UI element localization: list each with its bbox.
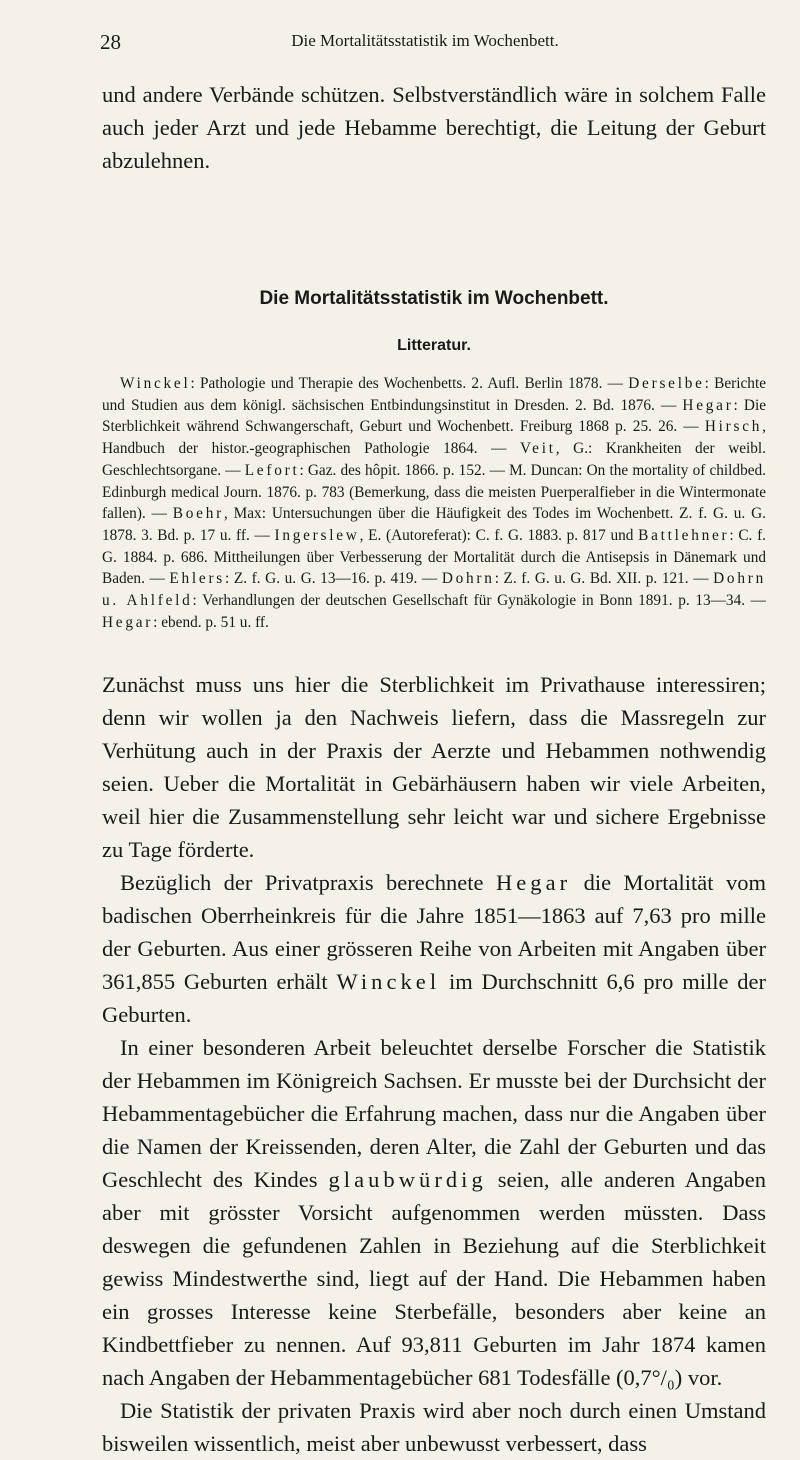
lit-entry: : Verhandlungen der deutschen Gesellschaft für Gynäkologie in Bonn 1891. p. 13—34. — (192, 592, 766, 610)
text-run: die Mortalität vom badischen Oberrheinkreis für die Jahre 1851—1863 auf 7,63 pro mille der Geburten. Aus einer grösseren Reihe von Arbeiten mit Angaben über 361,855 Geburten erhält (102, 870, 766, 994)
text-run: In einer besonderen Arbeit beleuchtet derselbe Forscher die Statistik der Hebammen im Königreich Sachsen. Er musste bei der Durchsicht der Hebammentagebücher die Erfahrung machen, dass nur die Angaben über die Namen der Kreissenden, deren Alter, die Zahl der Geburten und das Geschlecht des Kindes (102, 1035, 766, 1192)
lit-author: Ingerslew (274, 526, 360, 544)
paragraph: Zunächst muss uns hier die Sterblichkeit im Privathause interessiren; denn wir wollen ja den Nachweis liefern, dass die Massregeln zur Verhütung auch in der Praxis der Aerzte und Hebammen nothwendig seien. Ueber die Mortalität in Gebärhäusern haben wir viele Arbeiten, weil hier die Zusammenstellung sehr leicht war und sichere Ergebnisse zu Tage förderte. (102, 672, 766, 862)
lit-author: Ehlers (169, 570, 226, 588)
lit-author: Boehr (172, 505, 224, 523)
opening-paragraph: und andere Verbände schützen. Selbstverständlich wäre in solchem Falle auch jeder Arzt und jede Hebamme berechtigt, die Leitung der Geburt abzulehnen. (102, 82, 766, 173)
paragraph: Die Statistik der privaten Praxis wird aber noch durch einen Umstand bisweilen wissentlich, meist aber unbewusst verbessert, dass (102, 1398, 766, 1456)
paragraph (102, 866, 766, 1031)
text-run: im Durchschnitt 6,6 pro mille der Geburten. (102, 969, 766, 1027)
emphasized-word: glaubwürdig (328, 1167, 487, 1192)
lit-entry: , Max: Untersuchungen über die Häufigkeit des Todes im Wochenbett. Z. f. G. u. G. 1878. 3. Bd. p. 17 u. ff. — (102, 505, 766, 544)
lit-author: Winckel (120, 375, 191, 392)
literature-heading: Litteratur. (397, 337, 471, 354)
page-number: 28 (100, 30, 121, 54)
section-title: Die Mortalitätsstatistik im Wochenbett. (259, 288, 609, 309)
lit-entry: : Z. f. G. u. G. 13—16. p. 419. — (225, 570, 442, 588)
lit-author: Hirsch (704, 418, 763, 436)
literature-list (102, 373, 766, 633)
lit-author: Veit (520, 440, 556, 458)
lit-entry: : Pathologie und Therapie des Wochenbetts. 2. Aufl. Berlin 1878. — (190, 375, 629, 392)
lit-entry: : Z. f. G. u. G. Bd. XII. p. 121. — (494, 570, 714, 588)
paragraph (102, 1031, 766, 1394)
main-text (102, 668, 766, 1460)
lit-entry: : Die Sterblichkeit während Schwangerschaft, Geburt und Wochenbett. Freiburg 1868 p. 25. 26. — (102, 396, 766, 436)
lit-author: Lefort (244, 461, 300, 479)
lit-entry: : C. f. G. 1884. p. 686. Mittheilungen über Verbesserung der Mortalität durch die Antisepsis in Dänemark und Baden. — (102, 526, 767, 588)
author-name: Winckel (336, 969, 441, 994)
lit-author: Battlehner (638, 526, 730, 544)
lit-author: Dohrn (441, 570, 495, 588)
author-name: Hegar (495, 870, 572, 895)
lit-author: Hegar (102, 613, 154, 631)
lit-author: Derselbe (628, 375, 705, 392)
running-title: Die Mortalitätsstatistik im Wochenbett. (291, 31, 559, 50)
lit-entry: : ebend. p. 51 u. ff. (153, 613, 269, 631)
text-run: Bezüglich der Privatpraxis berechnete (120, 870, 496, 895)
lit-entry: , G.: Krankheiten der weibl. Geschlechtsorgane. — (102, 440, 766, 479)
lit-entry: : Berichte und Studien aus dem königl. sächsischen Entbindungsinstitut in Dresden. 2. Bd. 1876. — (102, 375, 766, 414)
lit-author: Dohrn u. Ahlfeld (102, 570, 766, 610)
text-run: seien, alle anderen Angaben aber mit grösster Vorsicht aufgenommen werden müssten. Dass deswegen die gefundenen Zahlen in Beziehung auf die Sterblichkeit gewiss Mindestwerthe sind, liegt auf der Hand. Die Hebammen haben ein grosses Interesse keine Sterbefälle, besonders aber keine an Kindbettfieber zu nennen. Auf 93,811 Geburten im Jahr 1874 kamen nach Angaben der Hebammentagebücher 681 Todesfälle (0,7°/₀) vor. (102, 1167, 766, 1390)
lit-author: Hegar (682, 396, 734, 414)
lit-entry: , Handbuch der histor.-geographischen Pathologie 1864. — (102, 418, 766, 458)
lit-entry: , E. (Autoreferat): C. f. G. 1883. p. 817 und (359, 526, 639, 544)
running-head (100, 30, 750, 56)
lit-entry: : Gaz. des hôpit. 1866. p. 152. — M. Duncan: On the mortality of childbed. Edinburgh medical Journ. 1876. p. 783 (Bemerkung, dass die meisten Puerperalfieber in die Wintermonate fallen). — (102, 461, 766, 523)
